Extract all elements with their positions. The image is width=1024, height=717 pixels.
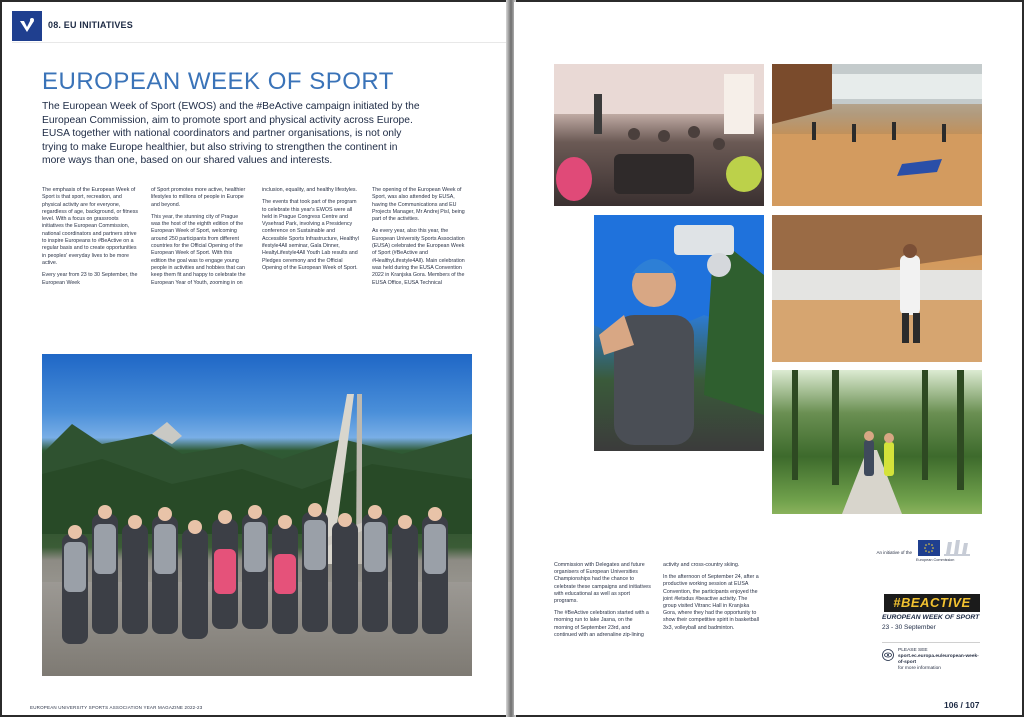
header-divider — [12, 42, 506, 43]
see-label: PLEASE SEE — [898, 648, 928, 653]
page-title: EUROPEAN WEEK OF SPORT — [42, 68, 394, 95]
paragraph: This year, the stunning city of Prague was the host of the eighth edition of the European Week of Sport, welcoming around 250 participants from different countries for the Official Opening of the European Week of Sport. With this edition the goal was to engage young people in activities and hobbies that can keep them fit and happy to celebrate the European Year of Youth, zooming in on — [151, 213, 246, 286]
photo-forest-run — [772, 370, 982, 514]
paragraph: The events that took part of the program to celebrate this year's EWOS were all held in Prague Congress Centre and Vysehrad Park, involving a Presidency conference on Sustainable and Accessible Sports Infrastructure, Healthyl ifestyle4All seminar, Gala Dinner, HealtyLifestyle4All Youth Lab results and Pledges ceremony and the Official Opening of the European Week of Sport. — [262, 199, 359, 271]
footer-publication: EUROPEAN UNIVERSITY SPORTS ASSOCIATION YEAR MAGAZINE 2022-23 — [30, 705, 203, 710]
eusa-v-logo-icon — [17, 16, 37, 36]
page-numbers: 106 / 107 — [944, 700, 980, 710]
body-column-4 — [372, 187, 469, 292]
paragraph: Commission with Delegates and future organisers of European Universities Championships had the chance to celebrate these campaigns and initiatives with educational as well as sport programs. — [554, 562, 651, 605]
paragraph: of Sport promotes more active, healthier lifestyles to millions of people in Europe and beyond. — [151, 187, 246, 208]
beactive-logo: #BEACTIVE — [884, 594, 980, 612]
right-body-columns — [554, 562, 764, 682]
body-column-3 — [262, 187, 359, 277]
more-info-block — [898, 648, 984, 672]
paragraph: inclusion, equality, and healthy lifestyles. — [262, 187, 358, 193]
website-link[interactable]: sport.ec.europa.eu/european-week-of-sport — [898, 654, 979, 665]
divider — [882, 642, 980, 643]
paragraph: The opening of the European Week of Sport, was also attended by EUSA, having the Communications and EU Projects Manager, Mr Andrej Pisl, being part of the activities. — [372, 187, 465, 223]
eusa-logo — [12, 11, 42, 41]
group-of-people-graphic — [42, 494, 472, 654]
paragraph: The #BeActive celebration started with a morning run to lake Jasna, on the morning of September 23rd, and continued with an adrenaline zip-lining — [554, 610, 649, 638]
photo-convention-lounge — [554, 64, 764, 206]
body-column-6 — [663, 562, 761, 637]
body-columns — [42, 187, 472, 343]
photo-basketball-hall — [772, 215, 982, 362]
basketball-graphic — [772, 215, 982, 362]
commission-building-icon — [942, 538, 972, 558]
left-page — [2, 2, 508, 715]
photo-zip-line-participant — [594, 215, 764, 451]
eu-flag-icon — [918, 540, 940, 556]
lead-paragraph: The European Week of Sport (EWOS) and the #BeActive campaign initiated by the European Commission, aim to promote sport and physical activity across Europe. EUSA together with national coordinators and partner organisations, is not only trying to make Europe healthier, but also striving to strengthen the continent in more ways than one, based on our shared values and interests. — [42, 101, 420, 167]
section-label: 08. EU INITIATIVES — [48, 20, 133, 30]
more-info-label: for more information — [898, 666, 941, 671]
paragraph: The emphasis of the European Week of Sport is that sport, recreation, and physical activity are for everyone, regardless of age, background, or fitness level. With a focus on grassroots initiatives the European Commission, national coordinators and partners strive to inspire Europeans to #BeActive on a regular basis and to create opportunities in peoples' everyday lives to be more active. — [42, 187, 138, 266]
paragraph: Every year from 23 to 30 September, the European Week — [42, 272, 138, 286]
eu-initiative-badge — [870, 536, 980, 576]
campaign-dates: 23 - 30 September — [882, 624, 936, 631]
body-column-1 — [42, 187, 139, 292]
paragraph: activity and cross-country skiing. — [663, 562, 740, 568]
commission-label: European Commission — [916, 558, 955, 562]
paragraph: In the afternoon of September 24, after a productive working session at EUSA Convention, the participants enjoyed the joint #letsdus #beactive activity. The group visited Vitranc Hall in Kranjska Gora, where they had the opportunity to show their competitive spirit in basketball 3x3, volleyball and badminton. — [663, 574, 759, 631]
photo-badminton-hall — [772, 64, 982, 206]
campaign-subtitle: EUROPEAN WEEK OF SPORT — [882, 614, 980, 621]
right-page — [514, 2, 1022, 715]
initiative-label: An initiative of the — [876, 550, 912, 555]
body-column-5 — [554, 562, 652, 644]
hall-graphic — [772, 64, 982, 206]
paragraph: As every year, also this year, the European University Sports Association (EUSA) celebrated the European Week of Sport (#BeActive and #HealthyLifestyle4All). Main celebration was held during the EUSA Convention 2022 in Kranjska Gora. Members of the EUSA Office, EUSA Technical — [372, 228, 465, 286]
body-column-2 — [151, 187, 248, 292]
forest-graphic — [772, 370, 982, 514]
lounge-graphic — [554, 64, 764, 206]
eye-icon — [882, 649, 894, 661]
group-photo-ski-jump — [42, 354, 472, 676]
zipline-graphic — [594, 215, 764, 451]
